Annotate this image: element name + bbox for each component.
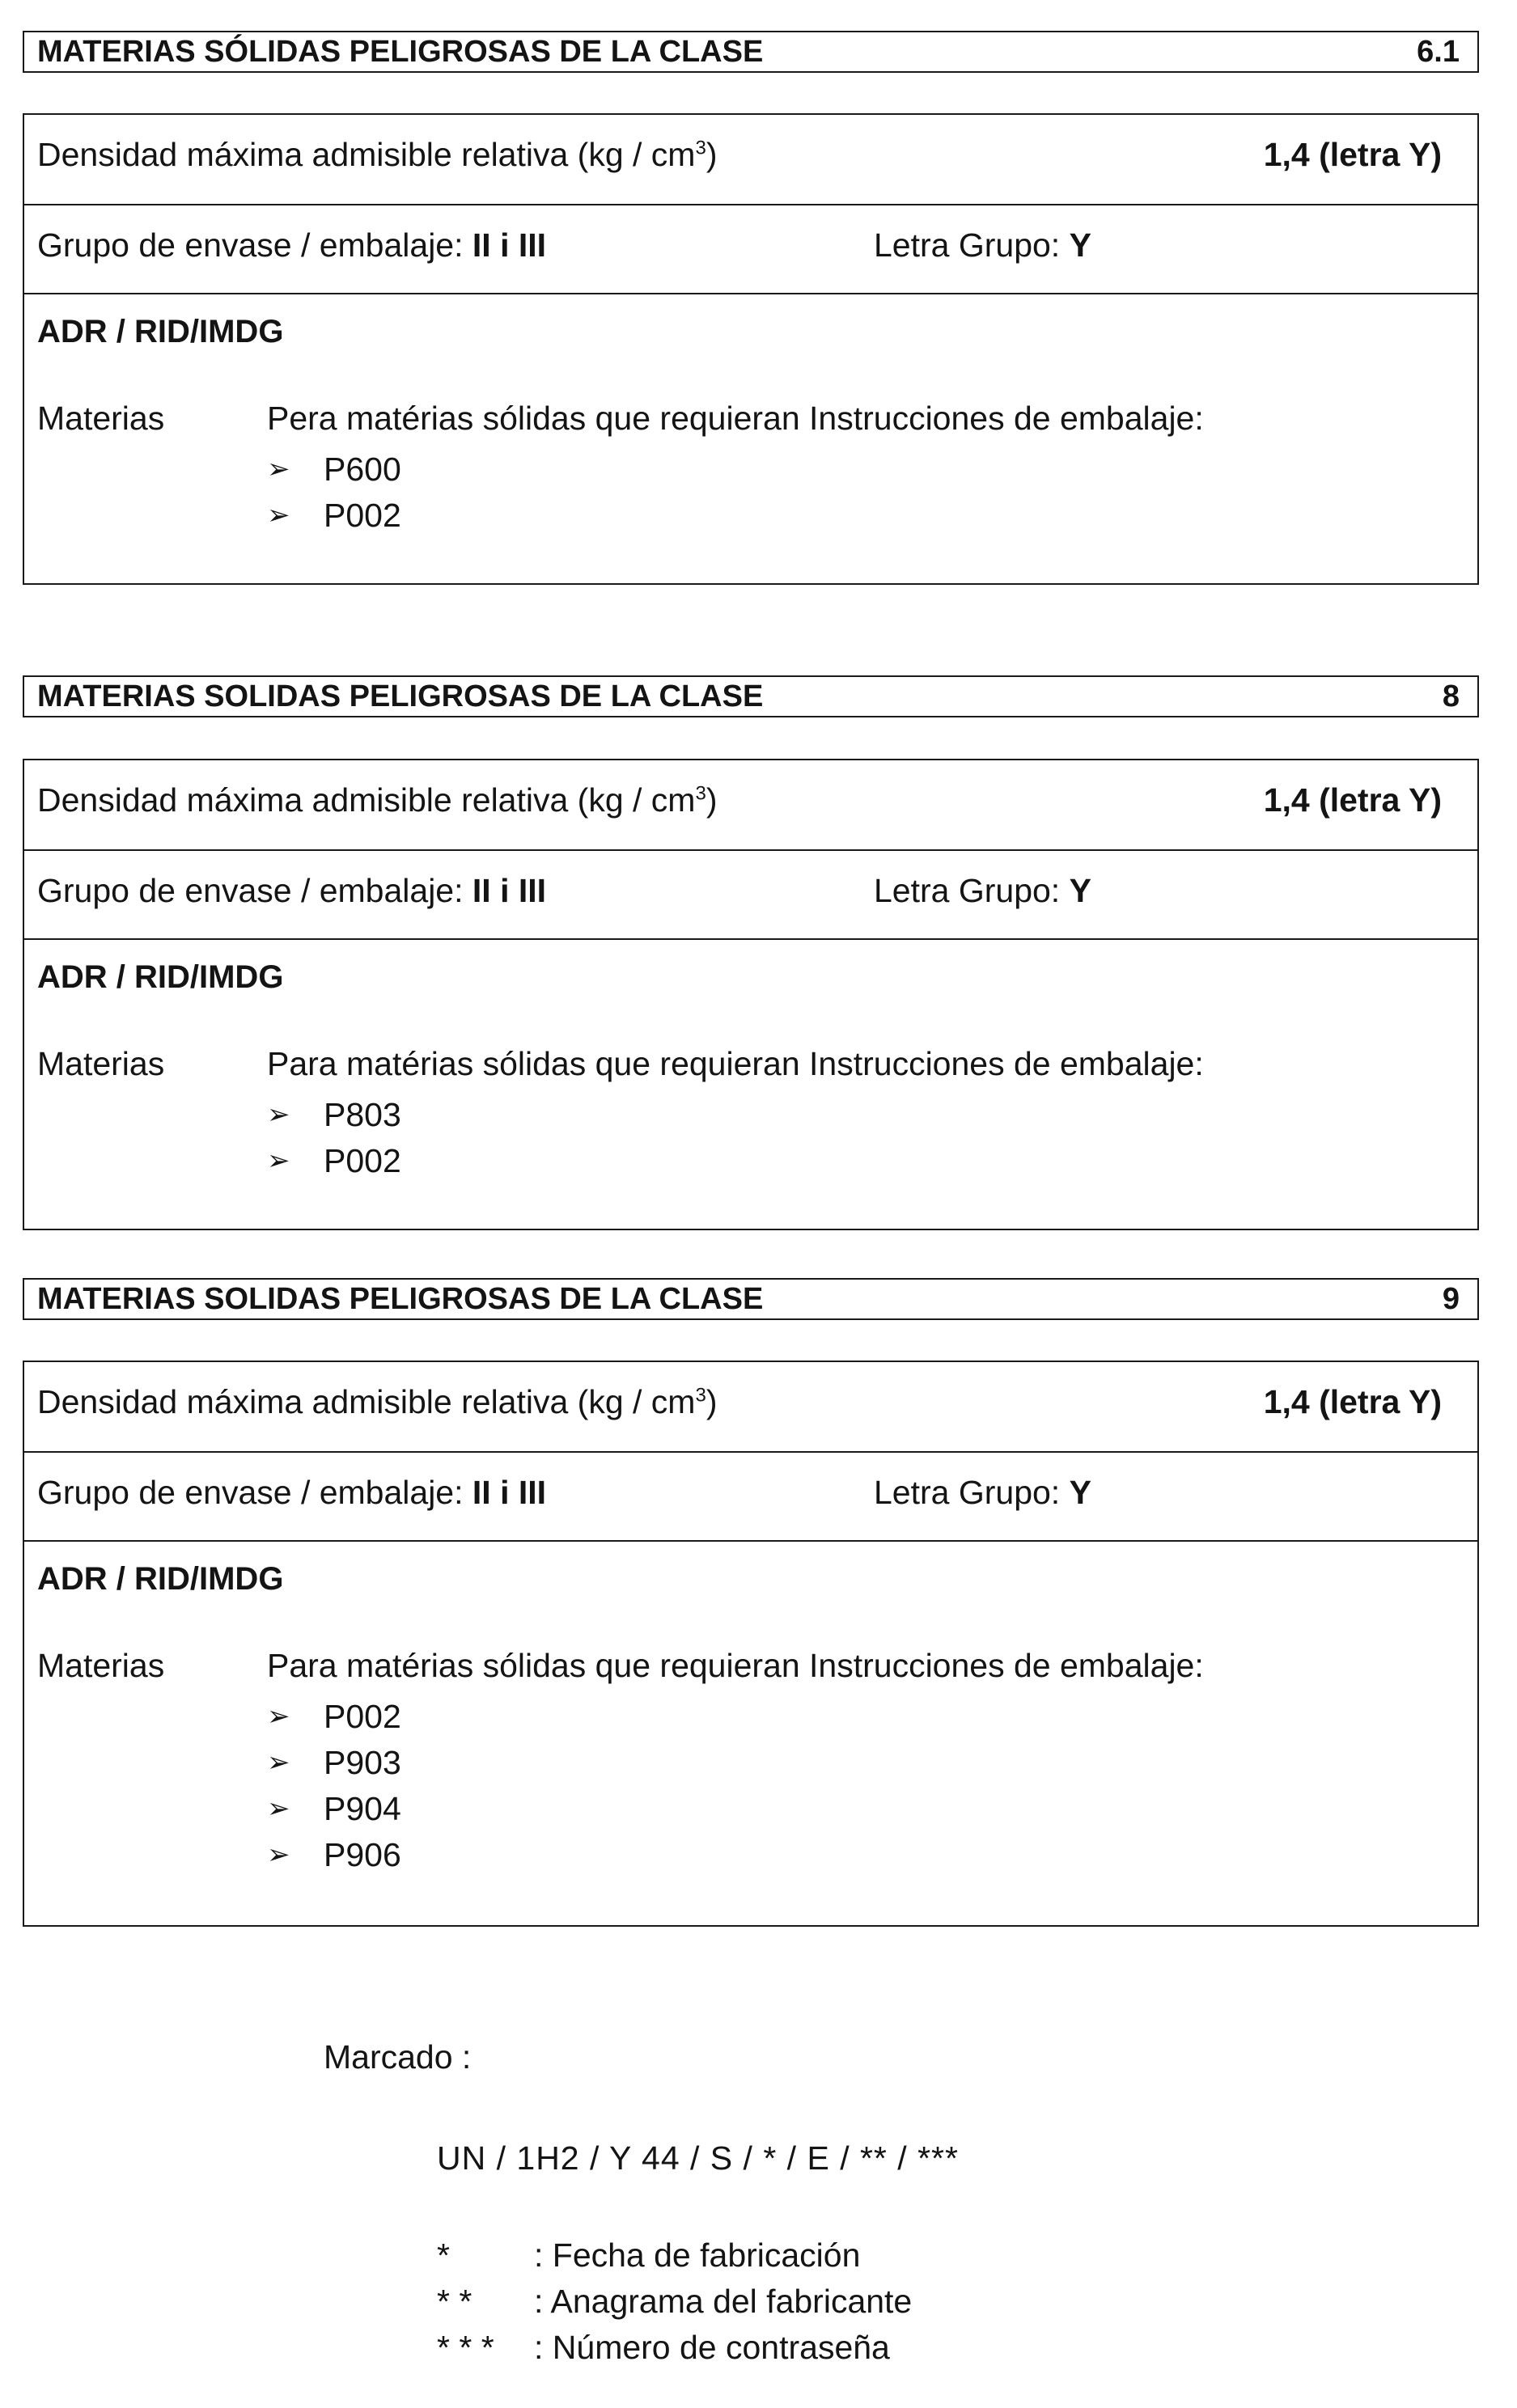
section-card — [23, 759, 1479, 1230]
adr-title: ADR / RID/IMDG — [37, 959, 284, 995]
arrow-bullet-icon: ➢ — [267, 500, 290, 531]
density-row — [24, 115, 1477, 205]
density-label: Densidad máxima admisible relativa $(kg / cm^3)$ — [37, 781, 718, 819]
materias-label: Materias — [37, 400, 165, 437]
list-item: ➢ P600 — [267, 446, 401, 493]
marking-legend — [437, 2232, 912, 2371]
section-title: MATERIAS SOLIDAS PELIGROSAS DE LA CLASE — [37, 1281, 764, 1316]
arrow-bullet-icon: ➢ — [267, 1747, 290, 1778]
materias-label: Materias — [37, 1647, 165, 1684]
legend-item: * * : Anagrama del fabricante — [437, 2283, 913, 2320]
materias-description: Para matérias sólidas que requieran Instrucciones de embalaje: — [267, 1045, 1204, 1082]
list-item: ➢ P906 — [267, 1832, 401, 1878]
arrow-bullet-icon: ➢ — [267, 1793, 290, 1824]
legend-item: * * * : Número de contraseña — [437, 2329, 890, 2366]
section-title-bar — [23, 1278, 1479, 1320]
arrow-bullet-icon: ➢ — [267, 1839, 290, 1870]
arrow-bullet-icon: ➢ — [267, 454, 290, 485]
density-row — [24, 1362, 1477, 1453]
density-value: 1,4 (letra Y) — [1263, 781, 1442, 819]
instruction-list — [267, 1092, 401, 1184]
arrow-bullet-icon: ➢ — [267, 1701, 290, 1732]
density-value: 1,4 (letra Y) — [1263, 1383, 1442, 1420]
letter-group: Letra Grupo: Y — [874, 1474, 1091, 1511]
class-number: 8 — [1442, 679, 1460, 713]
materias-description: Pera matérias sólidas que requieran Instrucciones de embalaje: — [267, 400, 1204, 437]
section-title: MATERIAS SOLIDAS PELIGROSAS DE LA CLASE — [37, 679, 764, 713]
group-label: Grupo de envase / embalaje: II i III — [37, 226, 547, 264]
letter-group: Letra Grupo: Y — [874, 872, 1091, 909]
class-number: 9 — [1442, 1281, 1460, 1316]
group-row — [24, 851, 1477, 940]
section-title-bar — [23, 675, 1479, 717]
adr-title: ADR / RID/IMDG — [37, 314, 284, 349]
list-item: ➢ P002 — [267, 493, 401, 539]
section-card — [23, 113, 1479, 585]
group-label: Grupo de envase / embalaje: II i III — [37, 1474, 547, 1511]
materias-label: Materias — [37, 1045, 165, 1082]
materias-description: Para matérias sólidas que requieran Instrucciones de embalaje: — [267, 1647, 1204, 1684]
list-item: ➢ P002 — [267, 1138, 401, 1184]
instruction-list — [267, 446, 401, 539]
adr-title: ADR / RID/IMDG — [37, 1561, 284, 1597]
marking-code: UN / 1H2 / Y 44 / S / * / E / ** / *** — [437, 2139, 959, 2177]
section-title-bar — [23, 31, 1479, 73]
arrow-bullet-icon: ➢ — [267, 1099, 290, 1130]
section-title: MATERIAS SÓLIDAS PELIGROSAS DE LA CLASE — [37, 34, 764, 69]
arrow-bullet-icon: ➢ — [267, 1145, 290, 1176]
instruction-list — [267, 1694, 401, 1878]
density-label: Densidad máxima admisible relativa $(kg / cm^3)$ — [37, 136, 718, 173]
letter-group: Letra Grupo: Y — [874, 226, 1091, 264]
group-row — [24, 1453, 1477, 1542]
density-row — [24, 760, 1477, 851]
list-item: ➢ P903 — [267, 1740, 401, 1786]
density-value: 1,4 (letra Y) — [1263, 136, 1442, 173]
section-card — [23, 1361, 1479, 1927]
marking-label: Marcado : — [324, 2038, 472, 2076]
list-item: ➢ P002 — [267, 1694, 401, 1740]
list-item: ➢ P803 — [267, 1092, 401, 1138]
legend-item: * : Fecha de fabricación — [437, 2237, 861, 2274]
class-number: 6.1 — [1417, 34, 1460, 69]
group-label: Grupo de envase / embalaje: II i III — [37, 872, 547, 909]
group-row — [24, 205, 1477, 294]
list-item: ➢ P904 — [267, 1786, 401, 1832]
density-label: Densidad máxima admisible relativa $(kg / cm^3)$ — [37, 1383, 718, 1420]
